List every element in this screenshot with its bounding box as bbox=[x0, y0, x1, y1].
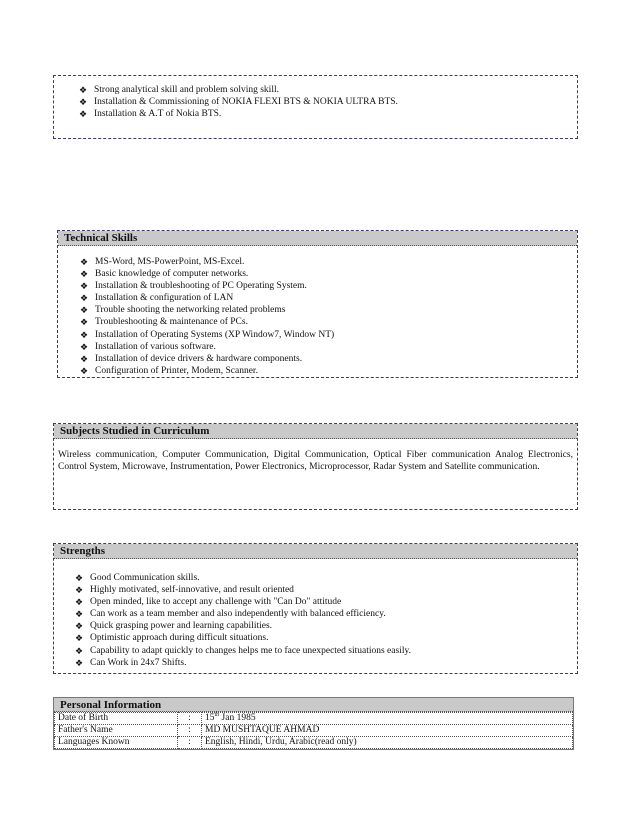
diamond-bullet-icon: ❖ bbox=[75, 645, 84, 656]
personal-info-section bbox=[53, 697, 574, 750]
section-title: Strengths bbox=[54, 544, 577, 559]
diamond-bullet-icon: ❖ bbox=[75, 597, 84, 608]
diamond-bullet-icon: ❖ bbox=[80, 281, 89, 292]
diamond-bullet-icon: ❖ bbox=[80, 293, 89, 304]
top-section: ❖ Strong analytical skill and problem solving skill. ❖ Installation & Commissioning of NOKIA FLEXI BTS & NOKIA ULTRA BTS. ❖ Installation & A.T of Nokia BTS. bbox=[53, 75, 578, 139]
diamond-bullet-icon: ❖ bbox=[80, 341, 89, 352]
section-title: Personal Information bbox=[54, 698, 573, 712]
diamond-bullet-icon: ❖ bbox=[79, 85, 88, 95]
diamond-bullet-icon: ❖ bbox=[80, 269, 89, 280]
diamond-bullet-icon: ❖ bbox=[80, 317, 89, 328]
section-title: Subjects Studied in Curriculum bbox=[54, 424, 577, 439]
row-separator: : bbox=[178, 725, 202, 737]
table-row bbox=[55, 713, 573, 725]
technical-skills-section: Technical Skills ❖ MS-Word, MS-PowerPoint, MS-Excel. ❖ Basic knowledge of computer networks. ❖ Installation & troubleshooting of PC Operating System. ❖ Installation & configuration of LAN ❖ Trouble shooting the networking related problems ❖ Troubleshooting & maintenance of PCs. ❖ Installation of Operating Systems (XP Window7, Window NT) ❖ Installation of various software. ❖ Installation of device drivers & hardware components. ❖ Configuration of Printer, Modem, Scanner. bbox=[57, 230, 578, 378]
row-label: Languages Known bbox=[55, 737, 178, 749]
diamond-bullet-icon: ❖ bbox=[80, 257, 89, 267]
table-row bbox=[55, 737, 573, 749]
subjects-section bbox=[53, 423, 578, 510]
subjects-text: Wireless communication, Computer Communication, Digital Communication, Optical Fiber communication Analog Electronics, Control System, Microwave, Instrumentation, Power Electronics, Microprocessor, Radar System and Satellite communication. bbox=[58, 450, 573, 473]
diamond-bullet-icon: ❖ bbox=[75, 609, 84, 620]
row-label: Father's Name bbox=[55, 725, 178, 737]
diamond-bullet-icon: ❖ bbox=[75, 573, 84, 583]
personal-info-table bbox=[54, 712, 573, 749]
diamond-bullet-icon: ❖ bbox=[75, 657, 84, 668]
diamond-bullet-icon: ❖ bbox=[75, 633, 84, 644]
diamond-bullet-icon: ❖ bbox=[75, 621, 84, 632]
row-value: MD MUSHTAQUE AHMAD bbox=[202, 725, 573, 737]
diamond-bullet-icon: ❖ bbox=[80, 329, 89, 340]
row-value: 15th Jan 1985 bbox=[202, 713, 573, 725]
table-row bbox=[55, 725, 573, 737]
diamond-bullet-icon: ❖ bbox=[80, 305, 89, 316]
diamond-bullet-icon: ❖ bbox=[75, 585, 84, 596]
section-title: Technical Skills bbox=[58, 231, 577, 246]
diamond-bullet-icon: ❖ bbox=[79, 109, 88, 120]
strengths-section: Strengths ❖ Good Communication skills. ❖ Highly motivated, self-innovative, and result oriented ❖ Open minded, like to accept any challenge with "Can Do" attitude ❖ Can work as a team member and also independently with balanced efficiency. ❖ Quick grasping power and learning capabilities. ❖ Optimistic approach during difficult situations. ❖ Capability to adapt quickly to changes helps me to face unexpected situations easily. ❖ Can Work in 24x7 Shifts. bbox=[53, 543, 578, 674]
diamond-bullet-icon: ❖ bbox=[80, 353, 89, 364]
row-label: Date of Birth bbox=[55, 713, 178, 725]
row-value: English, Hindi, Urdu, Arabic(read only) bbox=[202, 737, 573, 749]
diamond-bullet-icon: ❖ bbox=[80, 365, 89, 376]
row-separator: : bbox=[178, 737, 202, 749]
diamond-bullet-icon: ❖ bbox=[79, 97, 88, 108]
row-separator: : bbox=[178, 713, 202, 725]
